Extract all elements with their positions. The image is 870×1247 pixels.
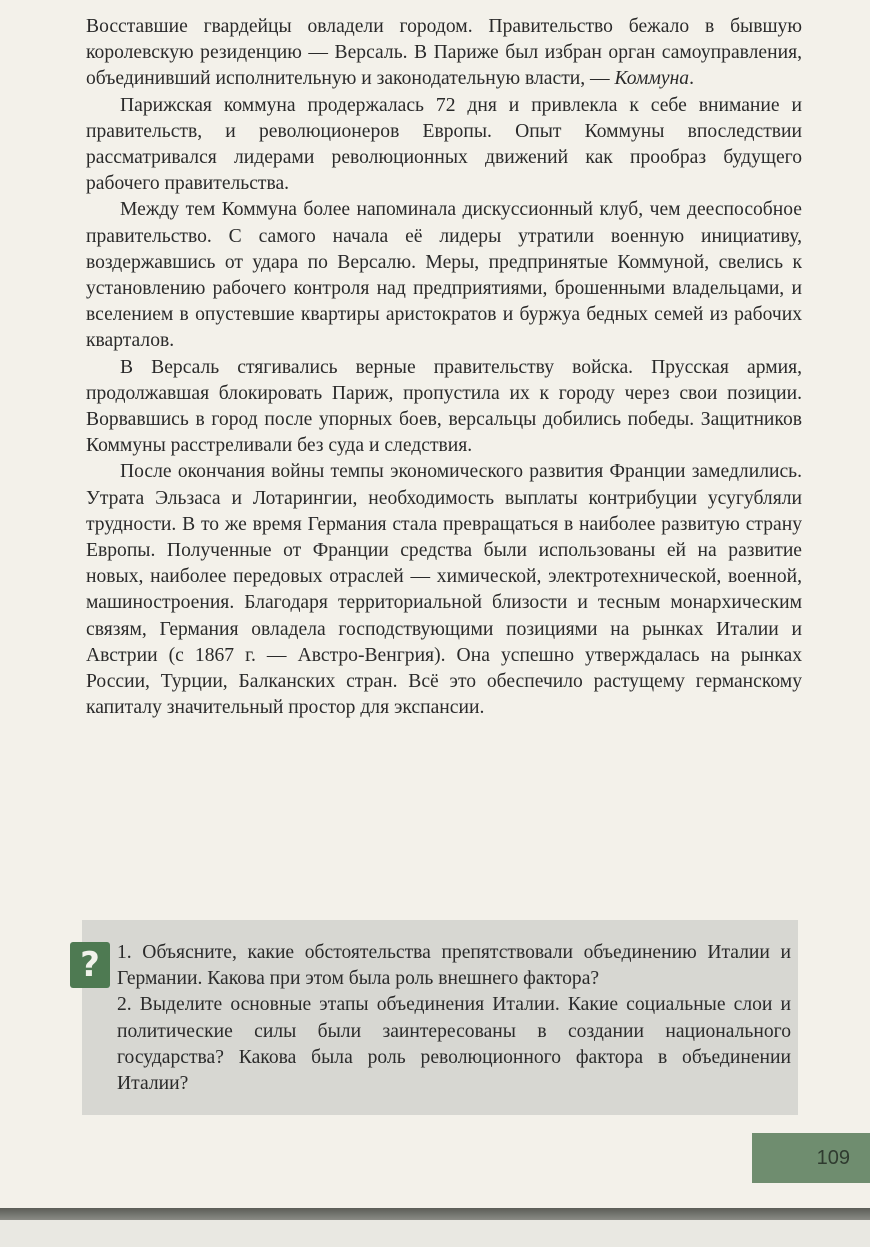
page-number: 109 (816, 1146, 850, 1169)
questions-list (117, 940, 791, 1097)
scan-margin (0, 1220, 870, 1247)
term-kommuna: Коммуна (614, 68, 690, 90)
paragraph: В Версаль стягивались верные правительству войска. Прусская армия, продолжавшая блокировать Париж, пропустила их к городу через свои позиции. Ворвавшись в город после упорных боев, версальцы добились победы. Защитников Коммуны расстреливали без суда и следствия. (86, 356, 802, 457)
question-item: 2. Выделите основные этапы объединения Италии. Какие социальные слои и политические силы были заинтересованы в создании национального государства? Какова была роль революционного фактора в объединении Италии? (117, 994, 791, 1095)
paragraph: Восставшие гвардейцы овладели городом. Правительство бежало в бывшую королевскую резиденцию — Версаль. В Париже был избран орган самоуправления, объединивший исполнительную и законодательную власти, — Коммуна. (86, 16, 802, 90)
page-number-tab (752, 1133, 870, 1183)
question-mark-icon: ? (70, 942, 110, 988)
main-text (86, 14, 802, 721)
page-bottom-edge (0, 1208, 870, 1220)
paragraph: После окончания войны темпы экономического развития Франции замедлились. Утрата Эльзаса и Лотарингии, необходимость выплаты контрибуции усугубляли трудности. В то же время Германия стала превращаться в наиболее развитую страну Европы. Полученные от Франции средства были использованы ей на развитие новых, наиболее передовых отраслей — химической, электротехнической, военной, машиностроения. Благодаря территориальной близости и тесным монархическим связям, Германия овладела господствующими позициями на рынках Италии и Австрии (с 1867 г. — Австро-Венгрия). Она успешно утверждалась на рынках России, Турции, Балканских стран. Всё это обеспечило растущему германскому капиталу значительный простор для экспансии. (86, 461, 802, 719)
paragraph: Между тем Коммуна более напоминала дискуссионный клуб, чем дееспособное правительство. С самого начала её лидеры утратили военную инициативу, воздержавшись от удара по Версалю. Меры, предпринятые Коммуной, свелись к установлению рабочего контроля над предприятиями, брошенными владельцами, и вселением в опустевшие квартиры аристократов и буржуа бедных семей из рабочих кварталов. (86, 199, 802, 352)
paragraph: Парижская коммуна продержалась 72 дня и привлекла к себе внимание и правительств, и революционеров Европы. Опыт Коммуны впоследствии рассматривался лидерами революционных движений как прообраз будущего рабочего правительства. (86, 94, 802, 195)
question-item: 1. Объясните, какие обстоятельства препятствовали объединению Италии и Германии. Какова при этом была роль внешнего фактора? (117, 942, 791, 990)
questions-box (82, 920, 798, 1115)
